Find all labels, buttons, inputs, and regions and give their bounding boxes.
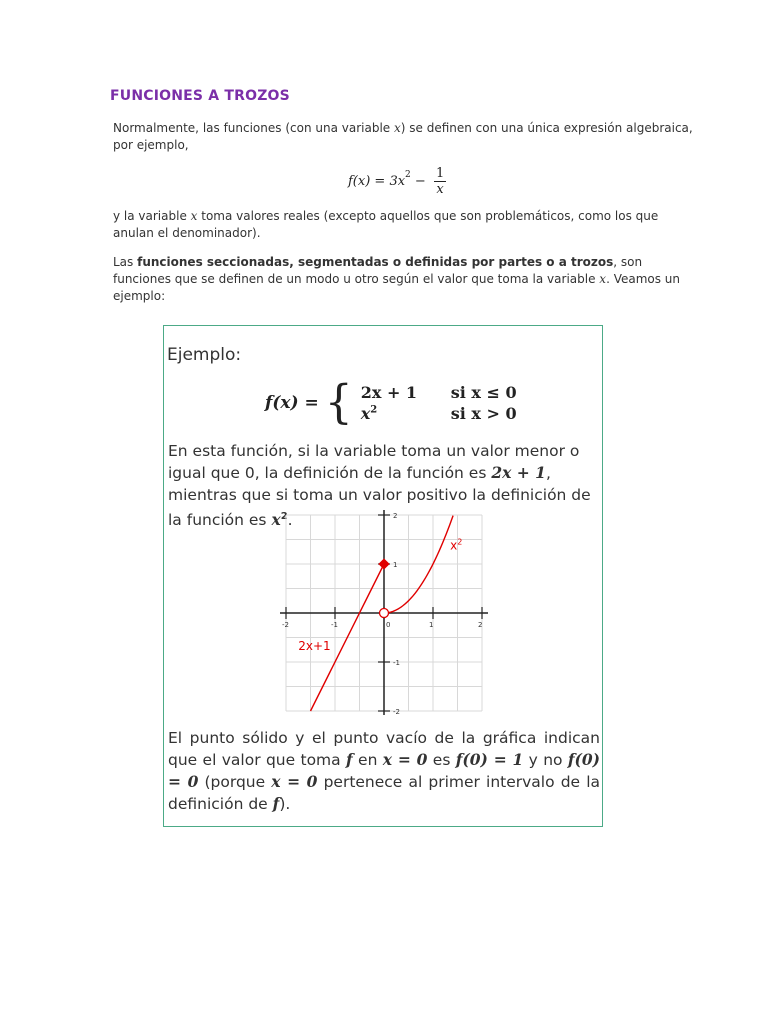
explanation-text: ). — [279, 795, 291, 813]
x-tick-label: -2 — [282, 621, 289, 629]
open-point — [380, 609, 389, 618]
example-title: Ejemplo: — [167, 345, 242, 365]
explanation-text: pertenece al primer intervalo de la definición de — [168, 773, 600, 813]
y-tick-label: 1 — [393, 561, 398, 569]
explanation-text: y no — [523, 751, 568, 769]
piecewise-lhs: f(x) = — [265, 393, 319, 413]
formula-minus: − — [410, 173, 430, 189]
intro-bold-text: funciones seccionadas, segmentadas o definidas por partes o a trozos — [137, 255, 614, 269]
math-exponent: 2 — [280, 511, 288, 522]
curve-label-exponent: 2 — [457, 537, 463, 547]
intro-paragraph-1 — [113, 120, 698, 154]
explanation-text: El punto sólido y el punto vacío de la gráfica indican que el valor que toma — [168, 729, 600, 769]
curve-label: 2x+1 — [298, 638, 331, 653]
case-2-base: x — [360, 404, 371, 423]
explanation-text: , mientras que si toma un valor positivo la definición de la función es — [168, 464, 591, 530]
explanation-text: en — [352, 751, 383, 769]
case-2-expression — [361, 404, 451, 423]
piecewise-graph — [270, 510, 495, 715]
intro-text: . Veamos un ejemplo: — [113, 272, 681, 303]
math-expression: f(0) = 0 — [168, 750, 600, 791]
case-1-condition: si x ≤ 0 — [450, 383, 517, 402]
intro-text: , son funciones que se definen de un modo u otro según el valor que toma la variable — [113, 255, 643, 286]
fraction-denominator: x — [436, 181, 444, 197]
x-tick-label: -1 — [331, 621, 338, 629]
y-tick-label: -1 — [393, 659, 400, 667]
explanation-text: es — [427, 751, 456, 769]
case-2-exponent: 2 — [370, 404, 378, 416]
intro-text: y la variable — [113, 209, 191, 223]
left-brace: { — [324, 375, 353, 430]
piecewise-cases — [361, 383, 517, 423]
y-tick-label: -2 — [393, 708, 400, 715]
piecewise-definition — [265, 375, 517, 430]
intro-paragraph-2 — [113, 208, 698, 242]
math-expression: x = 0 — [271, 772, 318, 791]
intro-paragraph-3 — [113, 254, 698, 305]
formula-lhs: f(x) = 3x — [348, 173, 406, 189]
math-var: x — [393, 121, 401, 135]
math-var: x — [599, 272, 607, 286]
math-var: x — [190, 209, 198, 223]
formula-exponent: 2 — [405, 170, 411, 180]
case-2-condition: si x > 0 — [450, 404, 517, 423]
y-tick-label: 2 — [393, 512, 398, 520]
intro-text: Las — [113, 255, 138, 269]
x-tick-label: 2 — [478, 621, 483, 629]
page-heading: FUNCIONES A TROZOS — [110, 88, 290, 104]
explanation-text: (porque — [198, 773, 272, 791]
curve-label: $x^2$ — [450, 537, 463, 553]
math-expression: f — [346, 750, 353, 769]
example-formula — [348, 160, 446, 202]
math-expression: x = 0 — [382, 750, 428, 769]
explanation-text: En esta función, si la variable toma un valor menor o igual que 0, la definición de la función es — [168, 442, 580, 482]
solid-point — [378, 558, 389, 569]
intro-text: ) se definen con una única expresión algebraica, por ejemplo, — [113, 121, 693, 152]
math-expression: f(0) = 1 — [455, 750, 524, 769]
fraction-numerator: 1 — [435, 165, 445, 181]
explanation-text: . — [287, 511, 293, 530]
math-expression: x — [271, 510, 281, 530]
math-expression: f — [272, 794, 280, 813]
intro-text: toma valores reales (excepto aquellos que son problemáticos, como los que anulan el denominador). — [113, 209, 659, 240]
fraction — [434, 166, 446, 197]
math-expression: 2x + 1 — [491, 463, 546, 482]
x-tick-label: 1 — [429, 621, 434, 629]
case-1-expression: 2x + 1 — [360, 383, 418, 402]
example-explanation-2 — [168, 727, 600, 815]
x-tick-label: 0 — [386, 621, 391, 629]
intro-text: Normalmente, las funciones (con una variable — [113, 121, 394, 135]
